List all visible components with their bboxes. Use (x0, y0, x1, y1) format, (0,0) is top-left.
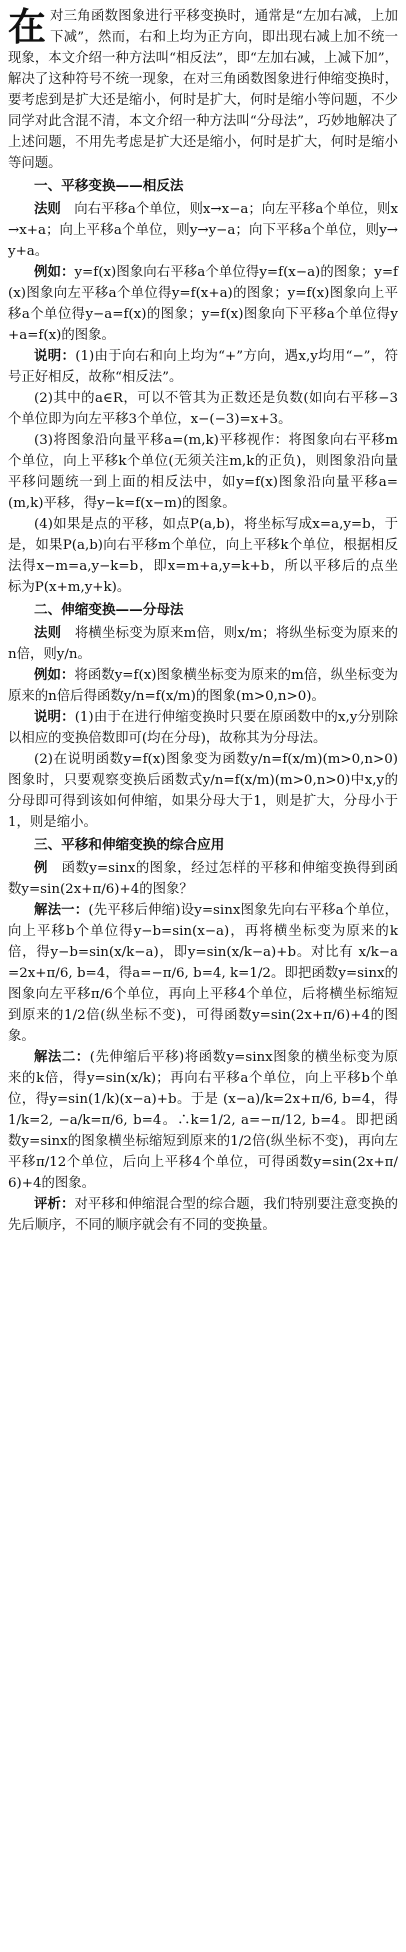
solution-2-label: 解法二： (34, 1050, 90, 1065)
solution-1 (8, 900, 398, 1047)
example-label: 例 (34, 861, 48, 876)
example-text: 函数y=sinx的图象，经过怎样的平移和伸缩变换得到函数y=sin(2x+π/6)+4的图象？ (8, 861, 399, 897)
translation-note-1 (8, 346, 398, 388)
note-text: (1)由于在进行伸缩变换时只要在原函数中的x,y分别除以相应的变换倍数即可(均在分母)，故称其为分母法。 (8, 710, 398, 746)
solution-2-text: (先伸缩后平移)将函数y=sinx图象的横坐标变为原来的k倍，得y=sin(x/k)；再向右平移a个单位，向上平移b个单位，得y=sin(1/k)(x−a)+b。于是 (x−a)/k=2x+π/6, b=4，得1/k=2, −a/k=π/6, b=4。∴k=1/2, a=−π/12, b=4。即把函数y=sinx的图象横坐标缩短到原来的1/2倍(纵坐标不变)，再向左平移π/12个单位，后向上平移4个单位，可得函数y=sin(2x+π/6)+4的图象。 (8, 1050, 398, 1191)
combined-example (8, 858, 398, 900)
note-label: 说明： (34, 710, 75, 725)
commentary-label: 评析： (34, 1197, 75, 1212)
translation-note-3: (3)将图象沿向量平移a=(m,k)平移视作：将图象向右平移m个单位，向上平移k个单位(无须关注m,k的正负)，则图象沿向量平移问题统一到上面的相反法中，如y=f(x)图象沿向量平移a=(m,k)平移，得y−k=f(x−m)的图象。 (8, 433, 398, 511)
example-label: 例如： (34, 668, 75, 683)
scaling-rule (8, 623, 398, 665)
scaling-example (8, 665, 398, 707)
translation-example (8, 262, 398, 346)
scaling-note-2: (2)在说明函数y=f(x)图象变为函数y/n=f(x/m)(m>0,n>0)图象时，只要观察变换后函数式y/n=f(x/m)(m>0,n>0)中x,y的分母即可得到该如何伸缩，如果分母大于1，则是扩大，分母小于1，则是缩小。 (8, 752, 398, 830)
rule-label: 法则 (34, 202, 61, 217)
translation-note-4: (4)如果是点的平移，如点P(a,b)，将坐标写成x=a,y=b，于是，如果P(a,b)向右平移m个单位，向上平移k个单位，根据相反法得x−m=a,y−k=b，即x=m+a,y=k+b，所以平移后的点坐标为P(x+m,y+k)。 (8, 517, 398, 595)
rule-text: 将横坐标变为原来m倍，则x/m；将纵坐标变为原来的n倍，则y/n。 (8, 626, 398, 662)
section-heading-combined: 三、平移和伸缩变换的综合应用 (34, 837, 225, 853)
example-text: 将函数y=f(x)图象横坐标变为原来的m倍，纵坐标变为原来的n倍后得函数y/n=f(x/m)的图象(m>0,n>0)。 (8, 668, 399, 704)
example-text: y=f(x)图象向右平移a个单位得y=f(x−a)的图象；y=f(x)图象向左平移a个单位得y=f(x+a)的图象；y=f(x)图象向上平移a个单位得y−a=f(x)的图象；y=f(x)图象向下平移a个单位得y+a=f(x)的图象。 (8, 265, 398, 343)
solution-2 (8, 1047, 398, 1194)
section-heading-translation: 一、平移变换——相反法 (34, 178, 184, 194)
section-heading-scaling: 二、伸缩变换——分母法 (34, 602, 184, 618)
intro-paragraph (8, 6, 398, 174)
translation-note-2: (2)其中的a∈R，可以不管其为正数还是负数(如向右平移−3个单位即为向左平移3个单位，x−(−3)=x+3。 (8, 391, 398, 427)
commentary (8, 1194, 398, 1236)
solution-1-label: 解法一： (34, 903, 89, 918)
note-label: 说明： (34, 349, 76, 364)
translation-rule (8, 199, 398, 262)
note-text: (1)由于向右和向上均为“+”方向，遇x,y均用“−”，符号正好相反，故称“相反法”。 (8, 349, 398, 385)
example-label: 例如： (34, 265, 75, 280)
rule-text: 向右平移a个单位，则x→x−a；向左平移a个单位，则x→x+a；向上平移a个单位，则y→y−a；向下平移a个单位，则y→y+a。 (8, 202, 398, 259)
rule-label: 法则 (34, 626, 62, 641)
commentary-text: 对平移和伸缩混合型的综合题，我们特别要注意变换的先后顺序，不同的顺序就会有不同的变换量。 (8, 1197, 399, 1233)
scaling-note-1 (8, 707, 398, 749)
drop-cap: 在 (8, 5, 47, 49)
solution-1-text: (先平移后伸缩)设y=sinx图象先向右平移a个单位，向上平移b个单位得y−b=sin(x−a)，再将横坐标变为原来的k倍，得y−b=sin(x/k−a)，即y=sin(x/k−a)+b。对比有 x/k−a=2x+π/6, b=4，得a=−π/6, b=4, k=1/2。即把函数y=sinx的图象向左平移π/6个单位，再向上平移4个单位，后将横坐标缩短到原来的1/2倍(纵坐标不变)，可得函数y=sin(2x+π/6)+4的图象。 (8, 903, 399, 1044)
intro-text: 对三角函数图象进行平移变换时，通常是“左加右减，上加下减”，然而，右和上均为正方向，即出现右减上加不统一现象，本文介绍一种方法叫“相反法”，即“左加右减，上减下加”，解决了这种符号不统一现象，在对三角函数图象进行伸缩变换时，要考虑到是扩大还是缩小，何时是扩大，何时是缩小等问题，不少同学对此含混不清，本文介绍一种方法叫“分母法”，巧妙地解决了上述问题，不用先考虑是扩大还是缩小，何时是扩大，何时是缩小等问题。 (8, 9, 398, 171)
